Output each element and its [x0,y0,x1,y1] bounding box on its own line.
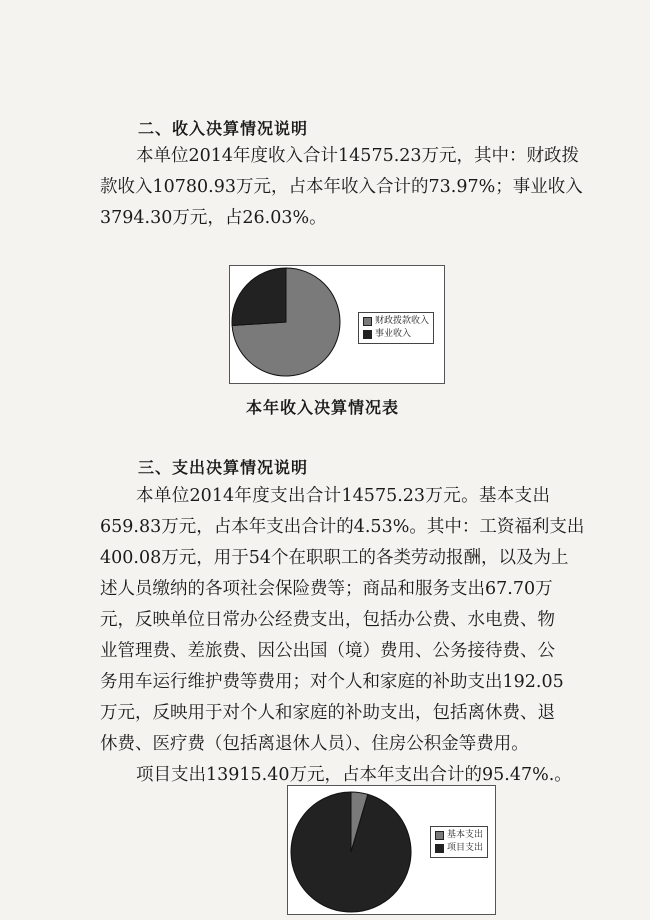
section3-line-1: 本单位2014年度支出合计14575.23万元。基本支出 [136,486,550,506]
expense-legend-item-1 [435,829,483,842]
expense-chart [287,785,496,915]
section3-line-7: 务用车运行维护费等费用；对个人和家庭的补助支出192.05 [100,672,564,692]
legend-swatch [435,844,444,853]
section3-line-9: 休费、医疗费（包括离退休人员）、住房公积金等费用。 [100,734,529,754]
section3-line-3: 400.08万元，用于54个在职职工的各类劳动报酬，以及为上 [100,548,569,568]
section2-line-2: 款收入10780.93万元，占本年收入合计的73.97%；事业收入 [100,177,583,197]
section3-line-6: 业管理费、差旅费、因公出国（境）费用、公务接待费、公 [100,641,555,661]
legend-swatch [363,330,372,339]
income-chart [229,265,445,384]
section2-paragraph [100,141,583,234]
legend-label: 事业收入 [375,329,412,339]
project-expense-line: 项目支出13915.40万元，占本年支出合计的95.47%.。 [136,765,572,785]
section3-line-8: 万元，反映用于对个人和家庭的补助支出，包括离休费、退 [100,703,555,723]
income-pie-slice-2 [232,268,286,325]
legend-label: 财政拨款收入 [375,316,430,326]
section2-line-1: 本单位2014年度收入合计14575.23万元，其中：财政拨 [136,146,580,166]
legend-label: 项目支出 [447,843,484,853]
income-legend-item-1 [363,315,429,328]
section3-line-4: 述人员缴纳的各项社会保险费等；商品和服务支出67.70万 [100,579,553,599]
section3-line-2: 659.83万元，占本年支出合计的4.53%。其中：工资福利支出 [100,517,585,537]
income-legend-item-2 [363,328,429,341]
expense-legend [430,826,488,858]
legend-label: 基本支出 [447,830,484,840]
section3-heading: 三、支出决算情况说明 [138,458,309,477]
section2-heading: 二、收入决算情况说明 [138,119,309,138]
section2-line-3: 3794.30万元，占26.03%。 [100,208,327,228]
legend-swatch [435,831,444,840]
section3-paragraph [100,481,585,791]
income-chart-caption: 本年收入决算情况表 [246,398,400,417]
expense-pie-slice-2 [291,792,411,912]
legend-swatch [363,317,372,326]
expense-legend-item-2 [435,842,483,855]
section3-line-5: 元，反映单位日常办公经费支出，包括办公费、水电费、物 [100,610,555,630]
income-legend [358,312,434,344]
